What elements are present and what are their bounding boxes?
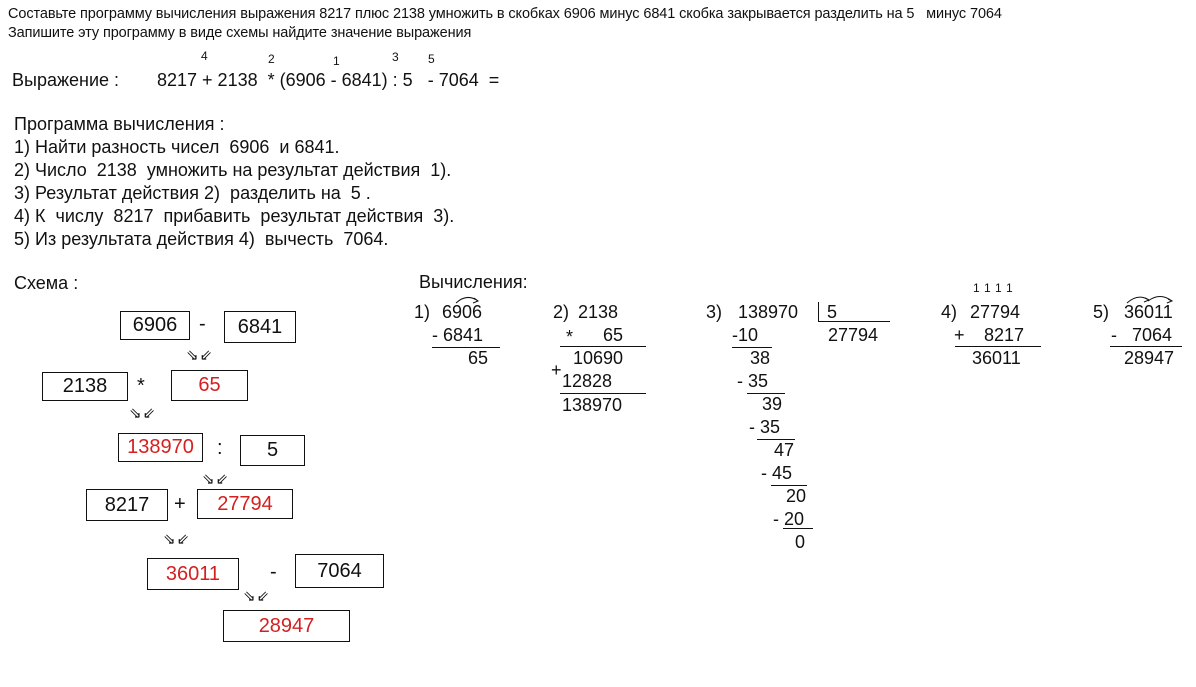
order-mark-5: 5 (428, 52, 435, 66)
calc3-step: 38 (750, 348, 771, 368)
calc3-step: - 20 (773, 509, 805, 529)
calc2-result: 138970 (562, 395, 623, 415)
program-step-3: 3) Результат действия 2) разделить на 5 . (14, 183, 371, 203)
calc2-factor-a: 2138 (578, 302, 619, 322)
scheme-op-multiply: * (137, 375, 145, 397)
calc3-step: 0 (795, 532, 806, 552)
scheme-box-5: 5 (240, 435, 305, 466)
scheme-box-2138: 2138 (42, 372, 128, 401)
calc3-step: 20 (786, 486, 807, 506)
scheme-box-65: 65 (171, 370, 248, 401)
calc1-subtrahend: - 6841 (432, 325, 484, 345)
calc3-divisor: 5 (827, 302, 838, 322)
scheme-box-7064: 7064 (295, 554, 384, 588)
program-title: Программа вычисления : (14, 114, 225, 134)
calc5-number: 5) (1093, 302, 1110, 322)
calc1-number: 1) (414, 302, 431, 322)
scheme-box-27794: 27794 (197, 489, 293, 519)
expression-text: 8217 + 2138 * (6906 - 6841) : 5 - 7064 = (157, 70, 500, 90)
scheme-box-result: 28947 (223, 610, 350, 642)
calc5-result: 28947 (1124, 348, 1175, 368)
order-mark-2: 2 (268, 52, 275, 66)
scheme-op-minus-2: - (270, 561, 277, 583)
scheme-op-minus: - (199, 313, 206, 335)
calc1-result: 65 (468, 348, 489, 368)
program-step-1: 1) Найти разность чисел 6906 и 6841. (14, 137, 340, 157)
calculations-label: Вычисления: (419, 272, 528, 292)
calc4-op: + (954, 325, 965, 345)
calc5-line (1110, 346, 1182, 347)
task-line-1: Составьте программу вычисления выражения 8217 плюс 2138 умножить в скобках 6906 минус 6841 скобка закрывается разделить на 5 минус 7064 (8, 6, 1002, 22)
expression-label: Выражение : (12, 70, 120, 90)
calc3-divisor-line (818, 321, 890, 322)
calc3-step: - 35 (737, 371, 769, 391)
calc1-minuend: 6906 (442, 302, 483, 322)
calc2-line (560, 346, 646, 347)
calc3-step: -10 (732, 325, 759, 345)
program-step-4: 4) К числу 8217 прибавить результат действия 3). (14, 206, 455, 226)
calc4-carry: 1 1 1 1 (973, 281, 1014, 295)
calc3-step: - 35 (749, 417, 781, 437)
calc3-dividend: 138970 (738, 302, 799, 322)
task-line-2: Запишите эту программу в виде схемы найдите значение выражения (8, 25, 472, 41)
scheme-box-6841: 6841 (224, 311, 296, 343)
scheme-box-8217: 8217 (86, 489, 168, 521)
scheme-op-plus: + (174, 493, 186, 515)
program-step-2: 2) Число 2138 умножить на результат действия 1). (14, 160, 452, 180)
calc3-quotient: 27794 (828, 325, 879, 345)
calc4-addend-a: 27794 (970, 302, 1021, 322)
scheme-arrow-icon: ⇘⇙ (202, 471, 230, 488)
program-step-5: 5) Из результата действия 4) вычесть 7064. (14, 229, 389, 249)
scheme-box-6906: 6906 (120, 311, 190, 340)
calc4-addend-b: 8217 (984, 325, 1025, 345)
scheme-box-138970: 138970 (118, 433, 203, 462)
scheme-op-divide: : (217, 437, 223, 459)
calc2-partial-1: 10690 (573, 348, 624, 368)
calc3-step: 39 (762, 394, 783, 414)
scheme-arrow-icon: ⇘⇙ (129, 405, 157, 422)
calc2-number: 2) (553, 302, 570, 322)
order-mark-1: 1 (333, 54, 340, 68)
calc1-line (432, 347, 500, 348)
calc3-step: - 45 (761, 463, 793, 483)
calc2-line-2 (560, 393, 646, 394)
scheme-box-36011: 36011 (147, 558, 239, 590)
scheme-arrow-icon: ⇘⇙ (243, 588, 271, 605)
calc5-subtrahend: - 7064 (1111, 325, 1173, 345)
calc3-division-bar (818, 302, 819, 322)
order-mark-3: 3 (392, 50, 399, 64)
calc4-line (955, 346, 1041, 347)
scheme-arrow-icon: ⇘⇙ (186, 347, 214, 364)
calc3-line (783, 528, 813, 529)
order-mark-4: 4 (201, 49, 208, 63)
calc2-factor-b: 65 (603, 325, 624, 345)
borrow-mark-icon (454, 295, 480, 305)
scheme-arrow-icon: ⇘⇙ (163, 531, 191, 548)
calc2-partial-2: 12828 (562, 371, 613, 391)
calc4-number: 4) (941, 302, 958, 322)
scheme-label: Схема : (14, 273, 79, 293)
calc2-op: * (566, 327, 574, 347)
calc2-plus: + (551, 360, 562, 380)
calc5-minuend: 36011 (1124, 302, 1173, 322)
calc3-step: 47 (774, 440, 795, 460)
calc3-number: 3) (706, 302, 723, 322)
calc4-result: 36011 (972, 348, 1021, 368)
